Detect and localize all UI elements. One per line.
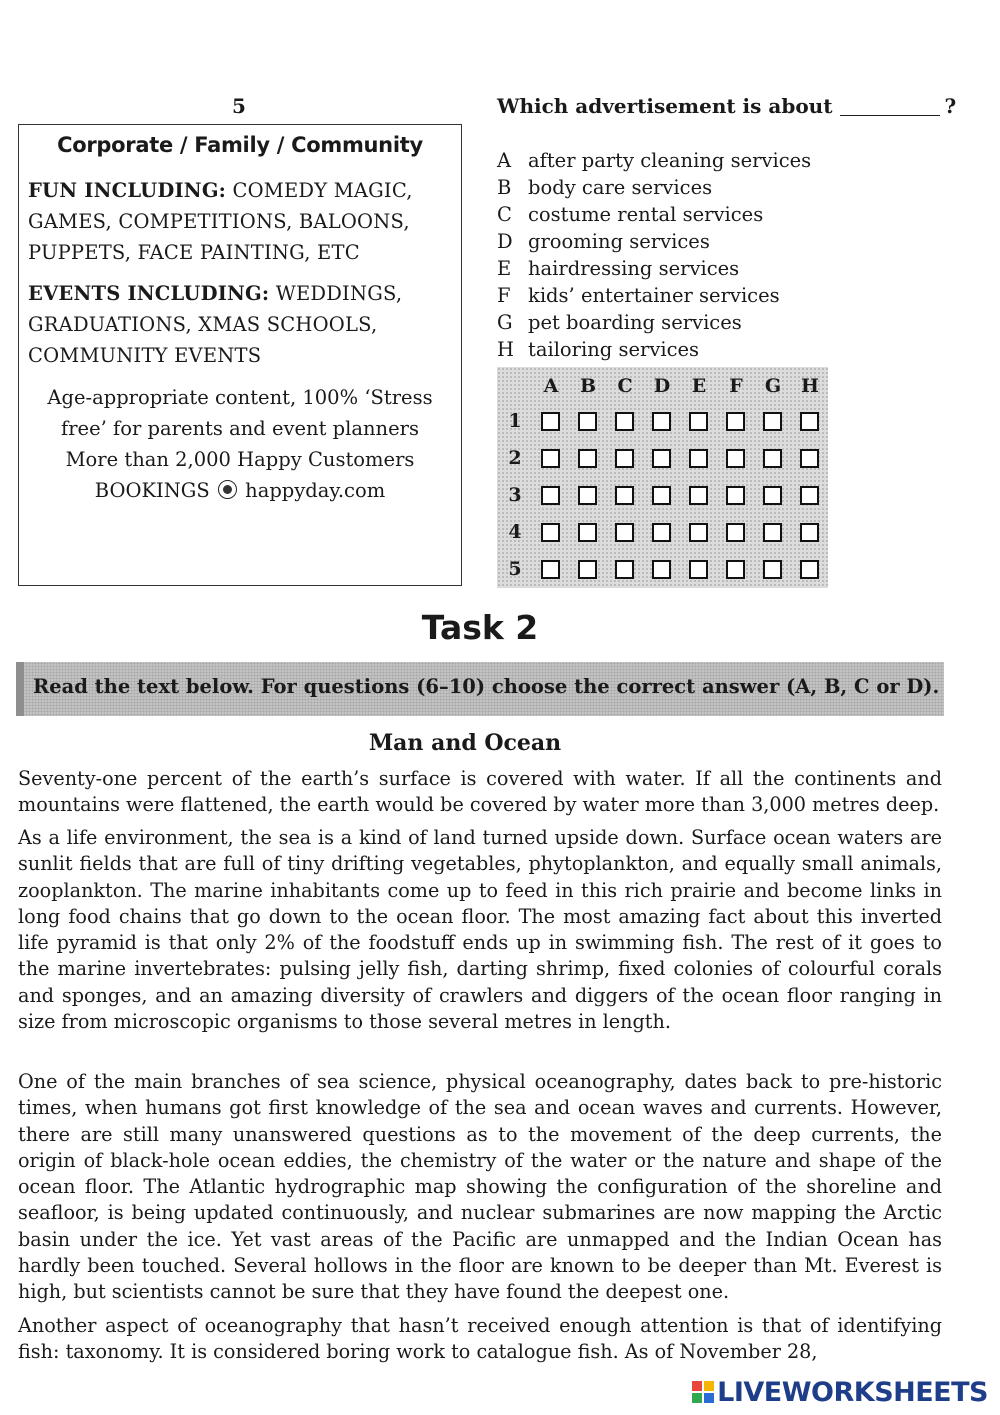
- answer-checkbox-5-g[interactable]: [763, 560, 782, 579]
- grid-row-number: 1: [508, 410, 522, 432]
- ad-events-section: [28, 278, 402, 371]
- ad-bookings-site: happyday.com: [245, 479, 386, 502]
- answer-checkbox-1-g[interactable]: [763, 412, 782, 431]
- answer-checkbox-1-b[interactable]: [578, 412, 597, 431]
- logo-text: LIVEWORKSHEETS: [717, 1376, 988, 1408]
- answer-checkbox-1-f[interactable]: [726, 412, 745, 431]
- task-title: Task 2: [421, 608, 539, 647]
- grid-column-header: A: [543, 375, 559, 397]
- option-letter: B: [497, 176, 512, 199]
- ad-fun-section: [28, 175, 413, 268]
- answer-checkbox-4-h[interactable]: [800, 523, 819, 542]
- option-text: body care services: [528, 176, 713, 199]
- answer-checkbox-5-e[interactable]: [689, 560, 708, 579]
- grid-column-header: E: [691, 375, 707, 397]
- answer-checkbox-5-d[interactable]: [652, 560, 671, 579]
- grid-row-number: 4: [508, 521, 522, 543]
- answer-checkbox-2-a[interactable]: [541, 449, 560, 468]
- answer-checkbox-1-d[interactable]: [652, 412, 671, 431]
- option-letter: E: [497, 257, 512, 280]
- instruction-accent: [16, 662, 24, 716]
- ad-events-line2: GRADUATIONS, XMAS SCHOOLS,: [28, 313, 378, 336]
- logo-square-1: [692, 1381, 702, 1391]
- question-prompt: [497, 94, 956, 118]
- grid-column-header: G: [764, 375, 782, 397]
- answer-checkbox-3-a[interactable]: [541, 486, 560, 505]
- logo-square-2: [704, 1381, 714, 1391]
- ad-bookings-label: BOOKINGS: [94, 479, 210, 502]
- answer-checkbox-2-e[interactable]: [689, 449, 708, 468]
- question-prefix: Which advertisement is about: [497, 94, 833, 118]
- option-a: [497, 147, 811, 174]
- ad-info-line3: More than 2,000 Happy Customers: [65, 448, 415, 471]
- answer-checkbox-5-h[interactable]: [800, 560, 819, 579]
- answer-checkbox-2-h[interactable]: [800, 449, 819, 468]
- grid-column-header: D: [653, 375, 671, 397]
- answer-checkbox-2-b[interactable]: [578, 449, 597, 468]
- option-letter: C: [497, 203, 512, 226]
- question-suffix: ?: [944, 94, 957, 118]
- option-letter: F: [497, 284, 511, 307]
- option-letter: G: [497, 311, 513, 334]
- text-paragraph-4: Another aspect of oceanography that hasn’t received enough attention is that of identifying fish: taxonomy. It is considered boring work to catalogue fish. As of November 28,: [18, 1314, 942, 1364]
- option-letter: D: [497, 230, 513, 253]
- grid-column-header: C: [617, 375, 633, 397]
- answer-checkbox-3-e[interactable]: [689, 486, 708, 505]
- text-paragraph-3: One of the main branches of sea science, physical oceanography, dates back to pre-historic times, when humans got first knowledge of the sea and ocean waves and currents. However, there are still many unanswered questions as to the movement of the deep currents, the origin of black-hole ocean eddies, the chemistry of the water or the nature and shape of the ocean floor. The Atlantic hydrographic map showing the configuration of the shoreline and seafloor, is being updated continuously, and nuclear submarines are now mapping the Arctic basin under the ice. Yet vast areas of the Pacific are unmapped and the Indian Ocean has hardly been touched. Several hollows in the floor are known to be deeper than Mt. Everest is high, but scientists cannot be sure that they have found the deepest one.: [18, 1070, 942, 1304]
- answer-checkbox-3-h[interactable]: [800, 486, 819, 505]
- option-text: grooming services: [528, 230, 710, 253]
- option-letter: H: [497, 338, 515, 361]
- logo-square-4: [704, 1393, 714, 1403]
- grid-column-header: B: [579, 375, 597, 397]
- answer-checkbox-4-g[interactable]: [763, 523, 782, 542]
- answer-checkbox-3-c[interactable]: [615, 486, 634, 505]
- answer-checkbox-3-d[interactable]: [652, 486, 671, 505]
- answer-checkbox-4-a[interactable]: [541, 523, 560, 542]
- options-list: [497, 147, 811, 363]
- answer-checkbox-1-a[interactable]: [541, 412, 560, 431]
- option-c: [497, 201, 811, 228]
- option-h: [497, 336, 811, 363]
- answer-checkbox-2-c[interactable]: [615, 449, 634, 468]
- instruction-bar: [16, 662, 944, 716]
- grid-column-header: F: [729, 375, 743, 397]
- answer-checkbox-4-e[interactable]: [689, 523, 708, 542]
- option-e: [497, 255, 811, 282]
- grid-row-number: 3: [508, 484, 522, 506]
- answer-checkbox-4-f[interactable]: [726, 523, 745, 542]
- option-b: [497, 174, 811, 201]
- option-g: [497, 309, 811, 336]
- ad-title: Corporate / Family / Community: [57, 133, 423, 157]
- at-sign-icon: [218, 480, 237, 499]
- option-d: [497, 228, 811, 255]
- option-text: costume rental services: [528, 203, 764, 226]
- option-letter: A: [497, 149, 512, 172]
- answer-checkbox-2-g[interactable]: [763, 449, 782, 468]
- option-text: tailoring services: [528, 338, 700, 361]
- logo-square-3: [692, 1393, 702, 1403]
- ad-fun-line2: GAMES, COMPETITIONS, BALOONS,: [28, 210, 410, 233]
- advertisement-box: [18, 124, 462, 586]
- option-text: after party cleaning services: [528, 149, 812, 172]
- ad-fun-label: FUN INCLUDING:: [28, 179, 227, 202]
- ad-events-line1: WEDDINGS,: [269, 282, 403, 305]
- answer-checkbox-4-d[interactable]: [652, 523, 671, 542]
- grid-row-number: 5: [508, 558, 522, 580]
- answer-checkbox-5-a[interactable]: [541, 560, 560, 579]
- answer-checkbox-4-c[interactable]: [615, 523, 634, 542]
- ad-info-line2: free’ for parents and event planners: [61, 417, 419, 440]
- answer-checkbox-5-b[interactable]: [578, 560, 597, 579]
- ad-events-line3: COMMUNITY EVENTS: [28, 344, 262, 367]
- answer-checkbox-3-g[interactable]: [763, 486, 782, 505]
- answer-grid: [497, 367, 828, 588]
- answer-checkbox-1-e[interactable]: [689, 412, 708, 431]
- page-number: 5: [232, 94, 246, 118]
- answer-checkbox-2-d[interactable]: [652, 449, 671, 468]
- text-paragraph-2: As a life environment, the sea is a kind of land turned upside down. Surface ocean waters are sunlit fields that are full of tiny drifting vegetables, phytoplankton, and equally small animals, zooplankton. The marine inhabitants come up to feed in this rich prairie and become links in long food chains that go down to the ocean floor. The most amazing fact about this inverted life pyramid is that only 2% of the foodstuff ends up in swimming fish. The rest of it goes to the marine invertebrates: pulsing jelly fish, darting shrimp, fixed colonies of colourful corals and sponges, and an amazing diversity of crawlers and diggers of the ocean floor ranging in size from microscopic organisms to those several metres in length.: [18, 826, 942, 1034]
- ad-info-line1: Age-appropriate content, 100% ‘Stress: [47, 386, 433, 409]
- answer-checkbox-3-b[interactable]: [578, 486, 597, 505]
- instruction-text: Read the text below. For questions (6–10) choose the correct answer (A, B, C or D).: [33, 675, 940, 698]
- answer-checkbox-3-f[interactable]: [726, 486, 745, 505]
- liveworksheets-logo: [692, 1377, 988, 1407]
- question-blank: [840, 115, 940, 116]
- answer-checkbox-1-c[interactable]: [615, 412, 634, 431]
- answer-checkbox-5-c[interactable]: [615, 560, 634, 579]
- option-text: pet boarding services: [528, 311, 742, 334]
- grid-row-number: 2: [508, 447, 522, 469]
- answer-checkbox-4-b[interactable]: [578, 523, 597, 542]
- logo-mark-icon: [692, 1381, 714, 1403]
- ad-fun-line3: PUPPETS, FACE PAINTING, ETC: [28, 241, 360, 264]
- ad-events-label: EVENTS INCLUDING:: [28, 282, 270, 305]
- text-paragraph-1: Seventy-one percent of the earth’s surface is covered with water. If all the continents and mountains were flattened, the earth would be covered by water more than 3,000 metres deep.: [18, 767, 942, 817]
- option-text: kids’ entertainer services: [528, 284, 780, 307]
- grid-column-header: H: [801, 375, 819, 397]
- answer-checkbox-5-f[interactable]: [726, 560, 745, 579]
- text-title: Man and Ocean: [368, 730, 562, 756]
- option-f: [497, 282, 811, 309]
- option-text: hairdressing services: [528, 257, 740, 280]
- ad-fun-line1: COMEDY MAGIC,: [226, 179, 413, 202]
- answer-checkbox-1-h[interactable]: [800, 412, 819, 431]
- answer-checkbox-2-f[interactable]: [726, 449, 745, 468]
- ad-info-section: [19, 382, 461, 506]
